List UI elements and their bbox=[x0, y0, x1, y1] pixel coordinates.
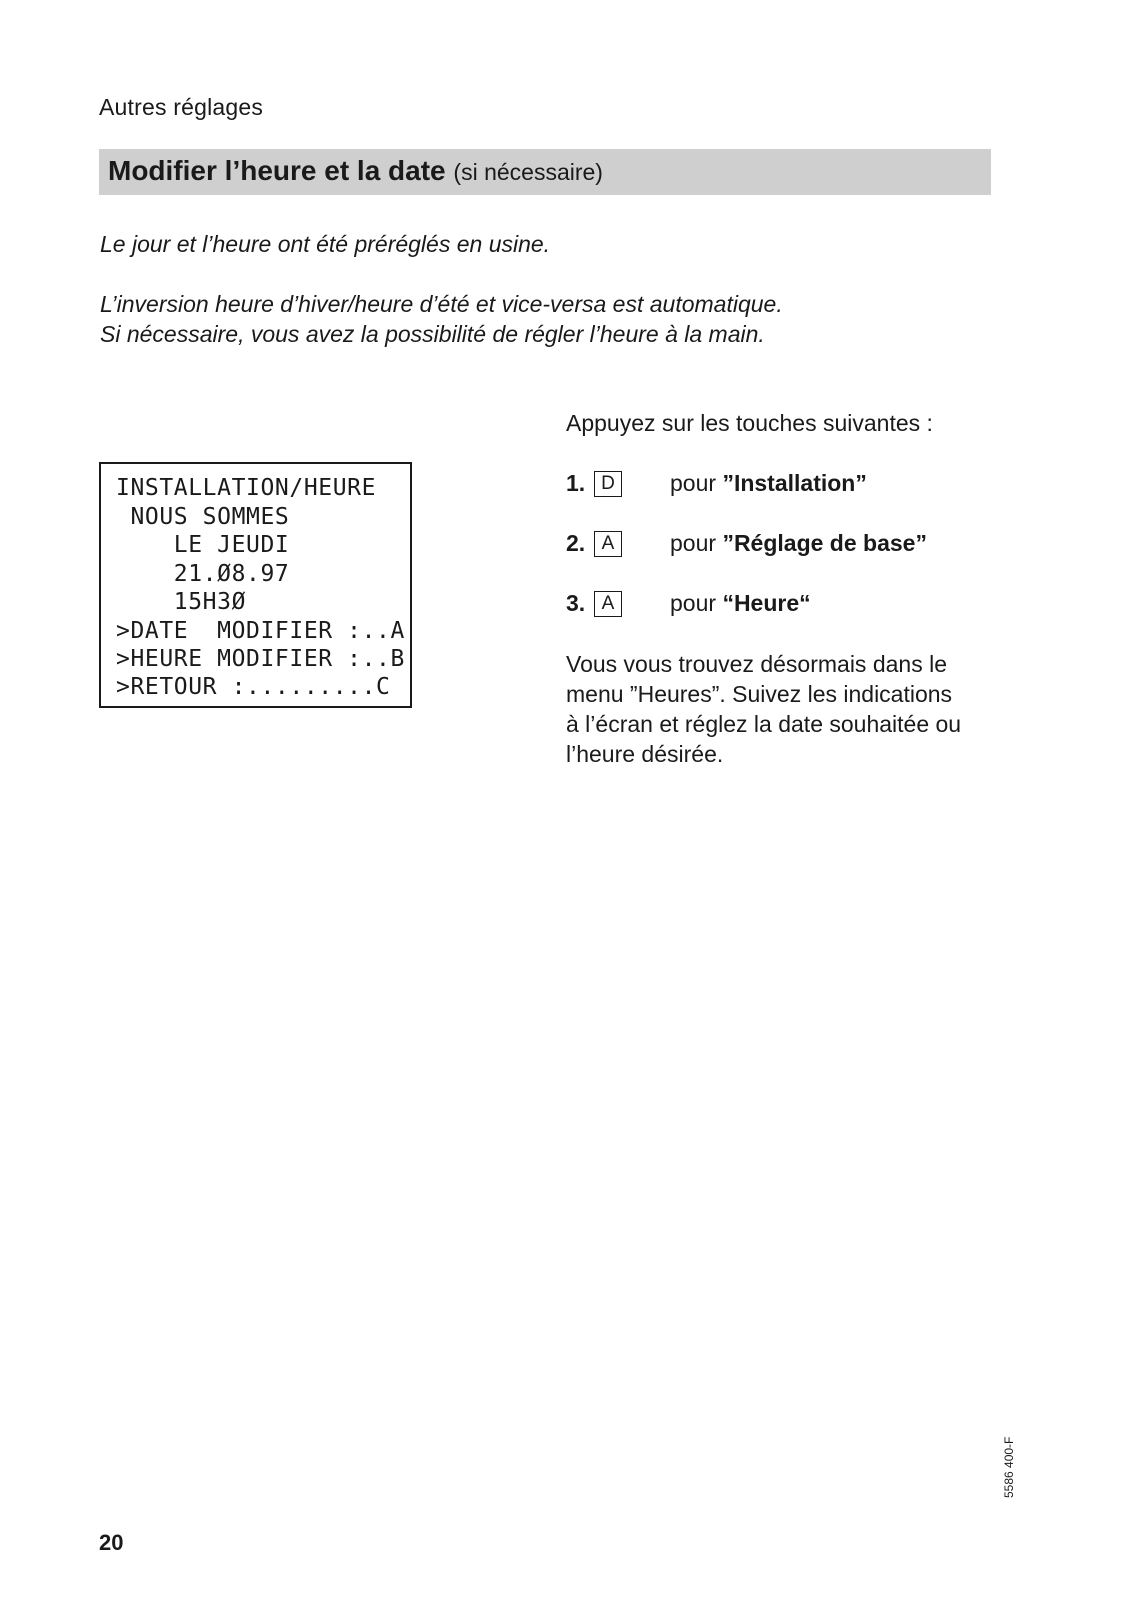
step-target: “Heure“ bbox=[722, 590, 811, 616]
step-target: ”Installation” bbox=[722, 470, 867, 496]
step-number: 2. bbox=[566, 530, 586, 556]
step-text bbox=[670, 590, 811, 617]
intro-line-1: Le jour et l’heure ont été préréglés en usine. bbox=[100, 231, 551, 257]
outro-line: à l’écran et réglez la date souhaitée ou bbox=[566, 711, 962, 737]
step-number: 1. bbox=[566, 470, 586, 496]
display-line: 21.Ø8.97 bbox=[116, 561, 290, 587]
key-d-icon: D bbox=[594, 471, 622, 497]
outro-line: menu ”Heures”. Suivez les indications bbox=[566, 681, 953, 707]
display-line: >DATE MODIFIER :..A bbox=[116, 618, 405, 644]
display-line: NOUS SOMMES bbox=[116, 504, 290, 530]
document-code-text: 5586 400-F bbox=[1002, 1436, 1016, 1498]
page-title bbox=[108, 155, 603, 187]
step-text bbox=[670, 530, 927, 557]
display-line: 15H3Ø bbox=[116, 589, 247, 615]
display-line: LE JEUDI bbox=[116, 532, 290, 558]
display-line: INSTALLATION/HEURE bbox=[116, 475, 377, 501]
display-line: >HEURE MODIFIER :..B bbox=[116, 646, 405, 672]
page-title-suffix: (si nécessaire) bbox=[453, 159, 603, 185]
key-a-icon: A bbox=[594, 531, 622, 557]
intro-line-2: L’inversion heure d’hiver/heure d’été et vice-versa est automatique. bbox=[100, 291, 783, 317]
title-bar bbox=[99, 149, 991, 195]
step-prefix: pour bbox=[670, 470, 717, 496]
step-prefix: pour bbox=[670, 590, 717, 616]
document-code bbox=[1002, 1428, 1016, 1498]
outro-line: l’heure désirée. bbox=[566, 741, 724, 767]
outro-line: Vous vous trouvez désormais dans le bbox=[566, 651, 947, 677]
step-number: 3. bbox=[566, 590, 586, 616]
key-a-icon: A bbox=[594, 591, 622, 617]
step-target: ”Réglage de base” bbox=[722, 530, 927, 556]
step-prefix: pour bbox=[670, 530, 717, 556]
display-line: >RETOUR :.........C bbox=[116, 674, 391, 700]
display-screen bbox=[99, 462, 412, 708]
instructions-intro: Appuyez sur les touches suivantes : bbox=[566, 410, 933, 436]
intro-line-3: Si nécessaire, vous avez la possibilité de régler l’heure à la main. bbox=[100, 321, 765, 347]
step-text bbox=[670, 470, 867, 497]
page-number: 20 bbox=[99, 1530, 124, 1555]
page-title-text: Modifier l’heure et la date bbox=[108, 155, 446, 186]
section-label: Autres réglages bbox=[99, 94, 264, 120]
